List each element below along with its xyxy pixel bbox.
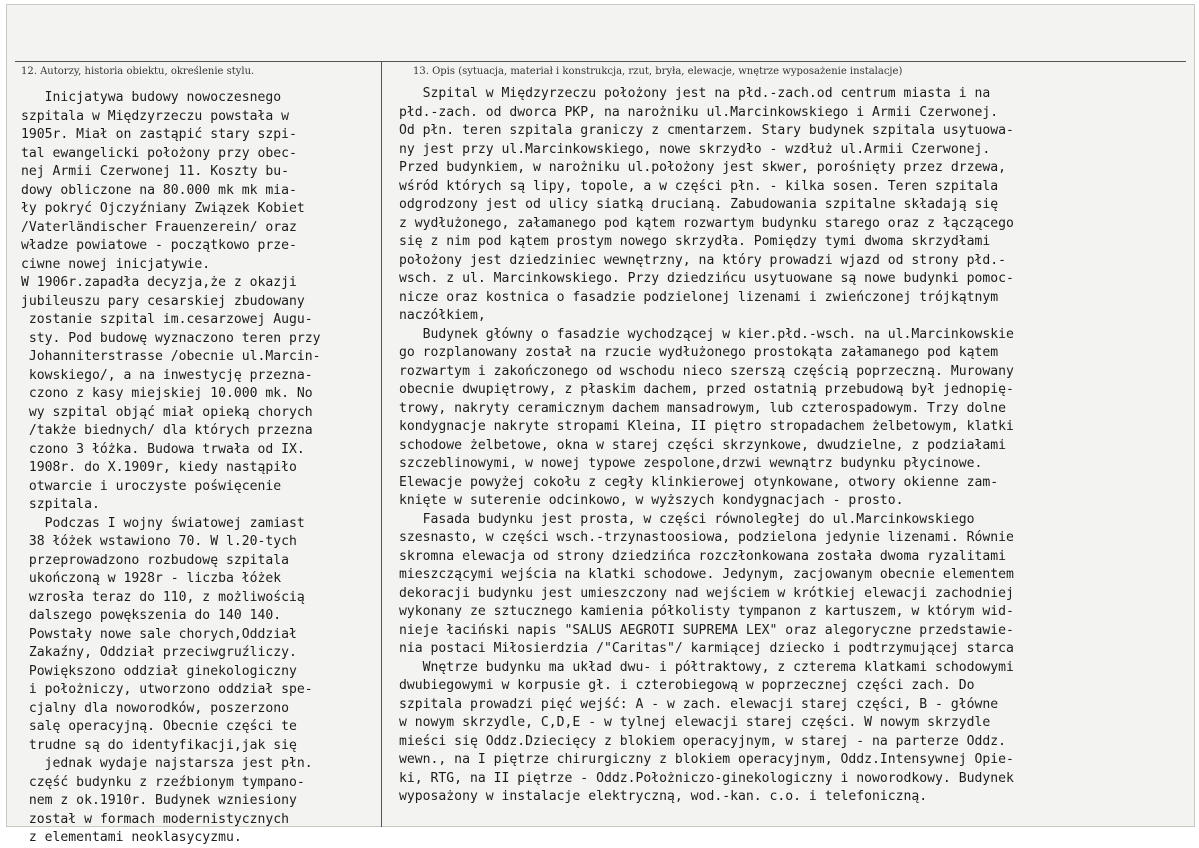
text-line: Szpital w Międzyrzeczu położony jest na płd.-zach.od centrum miasta i na — [399, 86, 991, 101]
text-line: nicze oraz kostnica o fasadzie podzielonej lizenami i zwieńczonej trójkątnym — [399, 289, 999, 305]
text-line: zostanie szpital im.cesarzowej Augu- — [21, 312, 313, 327]
text-line: salę operacyjną. Obecnie części te — [21, 719, 297, 734]
text-line: wzrosła teraz do 110, z możliwością — [21, 589, 305, 605]
text-line: dowy obliczone na 80.000 mk mk mia- — [21, 182, 297, 198]
right-section-header: 13. Opis (sytuacja, materiał i konstrukcja, rzut, bryła, elewacje, wnętrze wyposażenie instalacje) — [413, 66, 903, 77]
text-line: ny jest przy ul.Marcinkowskiego, nowe skrzydło - wzdłuż ul.Armii Czerwonej. — [399, 141, 991, 157]
text-line: W 1906r.zapadła decyzja,że z okazji — [21, 275, 297, 290]
text-line: kowskiego/, a na inwestycję przezna- — [21, 367, 313, 383]
text-line: z elementami neoklasycyzmu. — [21, 830, 242, 845]
text-line: nem z ok.1910r. Budynek wzniesiony — [21, 793, 297, 808]
text-line: wyposażony w instalacje elektryczną, wod.-kan. c.o. i telefoniczną. — [399, 789, 928, 804]
left-section-header: 12. Autorzy, historia obiektu, określenie stylu. — [21, 66, 255, 77]
text-line: ły pokryć Ojczyźniany Związek Kobiet — [21, 201, 305, 216]
text-line: 1905r. Miał on zastąpić stary szpi- — [21, 127, 297, 142]
text-line: Zakaźny, Oddział przeciwgruźliczy. — [21, 645, 297, 660]
text-line: wy szpital objąć miał opieką chorych — [21, 404, 313, 420]
header-rule — [15, 61, 1186, 62]
text-line: Podczas I wojny światowej zamiast — [21, 515, 305, 531]
text-line: otwarcie i uroczyste poświęcenie — [21, 478, 282, 494]
text-line: wewn., na I piętrze chirurgiczny z blokiem operacyjnym, Oddz.Intensywnej Opie- — [399, 752, 1014, 767]
text-line: szpitala prowadzi pięć wejść: A - w zach. elewacji starej części, B - główne — [399, 696, 999, 712]
text-line: szpitala. — [21, 497, 100, 512]
text-line: mieści się Oddz.Dziecięcy z blokiem operacyjnym, w starej - na parterze Oddz. — [399, 733, 1006, 749]
text-line: Powstały nowe sale chorych,Oddział — [21, 626, 297, 642]
document-card — [6, 4, 1195, 845]
text-line: szpitala w Międzyrzeczu powstała w — [21, 108, 290, 124]
text-line: dekoracji budynku jest umieszczony nad wejściem w krótkiej elewacji zachodniej — [399, 585, 1014, 601]
text-line: ukończoną w 1928r - liczba łóżek — [21, 571, 282, 586]
text-line: Fasada budynku jest prosta, w części równoległej do ul.Marcinkowskiego — [399, 511, 975, 527]
text-line: i położniczy, utworzono oddział spe- — [21, 682, 313, 697]
text-line: /Vaterländischer Frauenzerein/ oraz — [21, 219, 297, 235]
text-line: został w formach modernistycznych — [21, 811, 290, 827]
text-line: mieszczącymi wejścia na klatki schodowe. Jedynym, zacjowanym obecnie elementem — [399, 567, 1014, 582]
text-line: dalszego powększenia do 140 140. — [21, 608, 282, 623]
text-line: rozwartym i zakończonego od wschodu nieco szerszą częścią poprzeczną. Murowany — [399, 363, 1014, 379]
text-line: schodowe żelbetowe, okna w starej części skrzynkowe, dwudzielne, z podziałami — [399, 437, 1006, 453]
text-line: czono 3 łóżka. Budowa trwała od IX. — [21, 441, 305, 457]
text-line: Elewacje powyżej cokołu z cegły klinkierowej otynkowane, otwory okienne zam- — [399, 474, 999, 490]
text-line: skromna elewacja od strony dziedzińca rozczłonkowana została dwoma ryzalitami — [399, 548, 1006, 564]
text-line: jubileuszu pary cesarskiej zbudowany — [21, 293, 305, 309]
text-line: Od płn. teren szpitala graniczy z cmentarzem. Stary budynek szpitala usytuowa- — [399, 123, 1014, 138]
text-line: jednak wydaje najstarsza jest płn. — [21, 756, 313, 771]
description-text-column — [399, 85, 1014, 807]
text-line: Budynek główny o fasadzie wychodzącej w kier.płd.-wsch. na ul.Marcinkowskie — [399, 326, 1014, 342]
text-line: knięte w suterenie odcinkowo, w wyższych kondygnacjach - prosto. — [399, 493, 904, 508]
text-line: wsch. z ul. Marcinkowskiego. Przy dziedzińcu usytuowane są nowe budynki pomoc- — [399, 271, 1014, 286]
text-line: przeprowadzono rozbudowę szpitala — [21, 552, 290, 568]
text-line: Powiększono oddział ginekologiczny — [21, 663, 297, 679]
text-line: Wnętrze budynku ma układ dwu- i półtraktowy, z czterema klatkami schodowymi — [399, 659, 1014, 675]
text-line: naczółkiem, — [399, 308, 486, 323]
text-line: wśród których są lipy, topole, a w części płn. - kilka sosen. Teren szpitala — [399, 178, 999, 194]
text-line: się z nim pod kątem prostym nowego skrzydła. Pomiędzy tymi dwoma skrzydłami — [399, 234, 991, 249]
text-line: położony jest dziedziniec wewnętrzny, na który prowadzi wjazd od strony płd.- — [399, 252, 1006, 268]
text-line: ki, RTG, na II piętrze - Oddz.Położniczo-ginekologiczny i noworodkowy. Budynek — [399, 770, 1014, 786]
text-line: nej Armii Czerwonej 11. Koszty bu- — [21, 164, 290, 179]
text-line: tal ewangelicki położony przy obec- — [21, 145, 297, 161]
text-line: część budynku z rzeźbionym tympano- — [21, 774, 305, 790]
text-line: płd.-zach. od dworca PKP, na narożniku ul.Marcinkowskiego i Armii Czerwonej. — [399, 104, 999, 120]
text-line: trowy, nakryty ceramicznym dachem mansadrowym, lub czterospadowym. Trzy dolne — [399, 400, 1006, 416]
text-line: nieje łaciński napis "SALUS AEGROTI SUPREMA LEX" oraz alegoryczne przedstawie- — [399, 622, 1014, 638]
history-text-column — [21, 89, 321, 848]
text-line: Inicjatywa budowy nowoczesnego — [21, 90, 282, 105]
text-line: /także biednych/ dla których przezna — [21, 423, 313, 438]
text-line: cjalny dla noworodków, poszerzono — [21, 700, 290, 716]
column-divider — [381, 61, 382, 827]
text-line: w nowym skrzydle, C,D,E - w tylnej elewacji starej części. W nowym skrzydle — [399, 715, 991, 730]
text-line: ciwne nowej inicjatywie. — [21, 256, 211, 272]
text-line: go rozplanowany został na rzucie wydłużonego prostokąta załamanego pod kątem — [399, 345, 999, 360]
text-line: szczeblinowymi, w nowej typowe zespolone,drzwi wewnątrz budynku płycinowe. — [399, 456, 983, 471]
text-line: władze powiatowe - początkowo prze- — [21, 238, 297, 253]
text-line: obecnie dwupiętrowy, z płaskim dachem, przed ostatnią przebudową był jednopię- — [399, 382, 1014, 397]
text-line: 1908r. do X.1909r, kiedy nastąpiło — [21, 460, 297, 475]
text-line: Przed budynkiem, w narożniku ul.położony jest skwer, porośnięty przez drzewa, — [399, 160, 1006, 175]
text-line: czono z kasy miejskiej 10.000 mk. No — [21, 386, 313, 401]
text-line: sty. Pod budowę wyznaczono teren przy — [21, 330, 321, 346]
text-line: dwubiegowymi w korpusie gł. i czterobiegową w poprzecznej części zach. Do — [399, 678, 975, 693]
text-line: szesnasto, w części wsch.-trzynastoosiowa, podzielona jedynie lizenami. Równie — [399, 530, 1014, 545]
text-line: trudne są do identyfikacji,jak się — [21, 737, 297, 753]
text-line: z wydłużonego, załamanego pod kątem rozwartym budynku starego oraz z łączącego — [399, 215, 1014, 231]
text-line: nia postaci Miłosierdzia /"Caritas"/ karmiącej dziecko i podtrzymującej starca — [399, 641, 1014, 656]
text-line: odgrodzony jest od ulicy siatką drucianą. Zabudowania szpitalne składają się — [399, 197, 999, 212]
text-line: 38 łóżek wstawiono 70. W l.20-tych — [21, 534, 297, 549]
text-line: kondygnacje nakryte stropami Kleina, II piętro stropadachem żelbetowym, klatki — [399, 419, 1014, 434]
text-line: wykonany ze sztucznego kamienia półkolisty tympanon z kartuszem, w którym wid- — [399, 604, 1014, 619]
text-line: Johanniterstrasse /obecnie ul.Marcin- — [21, 349, 321, 364]
